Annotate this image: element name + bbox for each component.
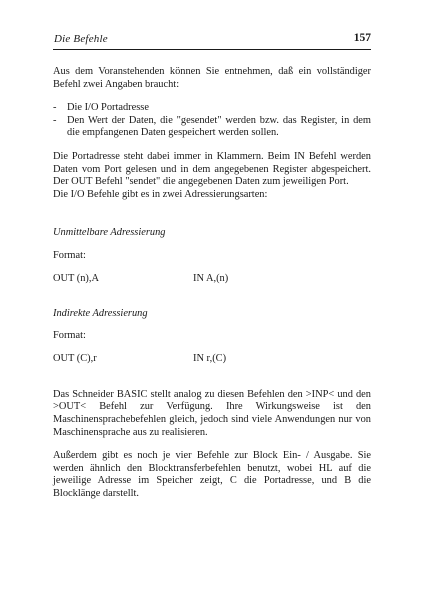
format-line (53, 353, 371, 366)
format-label: Format: (53, 330, 86, 342)
intro-paragraph: Aus dem Voranstehenden können Sie entnehmen, daß ein vollständiger Befehl zwei Angaben braucht: (53, 66, 371, 90)
chapter-title: Die Befehle (54, 33, 108, 45)
list-item: - Die I/O Portadresse (53, 102, 371, 115)
block-io-paragraph: Außerdem gibt es noch je vier Befehle zur Block Ein- / Ausgabe. Sie werden ähnlich den Blocktransferbefehlen benutzt, wobei HL auf die jeweilige Adresse im Speicher zeigt, C die Portadresse, und B die Blocklänge darstellt. (53, 450, 371, 499)
page-number: 157 (353, 32, 371, 44)
in-instruction: IN A,(n) (193, 272, 229, 284)
format-label: Format: (53, 249, 86, 261)
list-item: - Den Wert der Daten, die "gesendet" werden bzw. das Register, in dem die empfangenen Daten gespeichert werden sollen. (53, 115, 371, 140)
running-header (53, 33, 371, 50)
requirements-list (53, 102, 371, 140)
section-heading: Indirekte Adressierung (53, 307, 148, 319)
section-direct-addressing (53, 227, 371, 285)
page-body (53, 66, 371, 500)
out-instruction: OUT (n),A (53, 272, 99, 284)
basic-paragraph: Das Schneider BASIC stellt analog zu diesen Befehlen den >INP< und den >OUT< Befehl zur Verfügung. Ihre Wirkungsweise ist den Maschinensprachebefehlen gleich, jedoch sind viele Anwendungen nur von Maschinensprache aus zu realisieren. (53, 388, 371, 438)
format-line (53, 273, 371, 286)
port-paragraph: Die Portadresse steht dabei immer in Klammern. Beim IN Befehl werden Daten vom Port gelesen und in dem angegebenen Register abgespeichert. Der OUT Befehl "sendet" die angegebenen Daten zum jeweiligen Port. (53, 150, 371, 188)
in-instruction: IN r,(C) (193, 352, 227, 364)
section-heading: Unmittelbare Adressierung (53, 227, 166, 239)
section-indirect-addressing (53, 308, 371, 366)
modes-paragraph: Die I/O Befehle gibt es in zwei Adressierungsarten: (53, 188, 268, 200)
out-instruction: OUT (C),r (53, 352, 97, 364)
